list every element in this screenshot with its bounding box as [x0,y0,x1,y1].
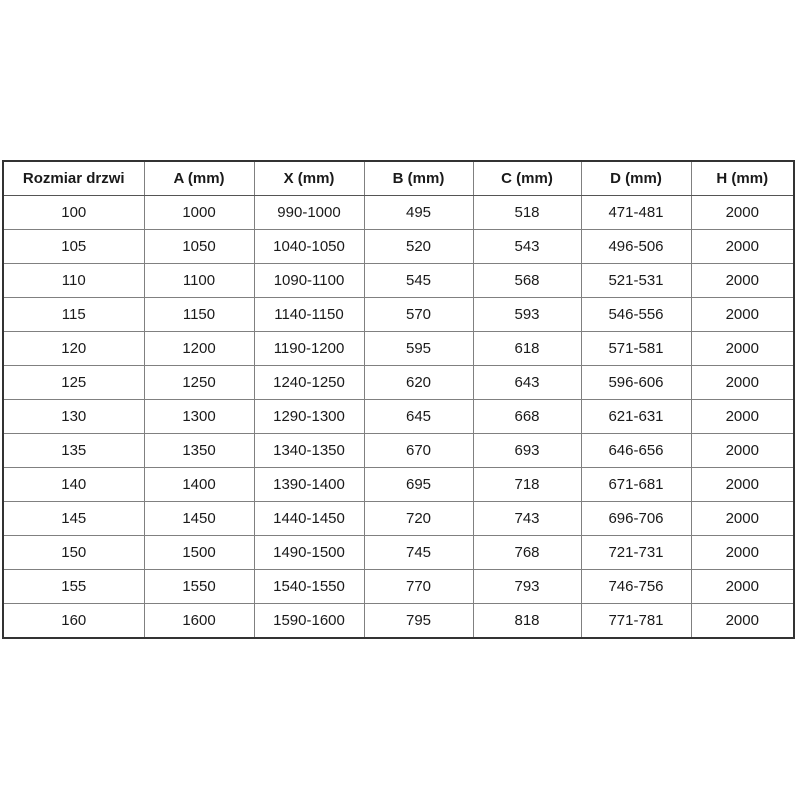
table-cell: 1190-1200 [254,332,364,366]
table-cell: 1500 [144,536,254,570]
table-cell: 571-581 [581,332,691,366]
table-row [3,298,794,332]
table-cell: 471-481 [581,196,691,230]
table-cell: 2000 [691,196,794,230]
table-cell: 1400 [144,468,254,502]
table-cell: 596-606 [581,366,691,400]
column-header-x-mm: X (mm) [254,161,364,196]
table-cell: 1350 [144,434,254,468]
table-row [3,332,794,366]
table-cell: 1390-1400 [254,468,364,502]
table-cell: 818 [473,604,581,639]
table-cell: 495 [364,196,473,230]
table-cell: 160 [3,604,144,639]
table-row [3,468,794,502]
table-cell: 125 [3,366,144,400]
table-cell: 1490-1500 [254,536,364,570]
table-cell: 2000 [691,468,794,502]
table-cell: 1200 [144,332,254,366]
table-row [3,604,794,639]
table-cell: 2000 [691,230,794,264]
table-cell: 668 [473,400,581,434]
table-cell: 2000 [691,536,794,570]
table-cell: 1050 [144,230,254,264]
table-cell: 746-756 [581,570,691,604]
table-cell: 720 [364,502,473,536]
table-cell: 1240-1250 [254,366,364,400]
table-cell: 570 [364,298,473,332]
table-cell: 1250 [144,366,254,400]
column-header-rozmiar-drzwi: Rozmiar drzwi [3,161,144,196]
table-cell: 2000 [691,604,794,639]
table-cell: 1450 [144,502,254,536]
table-cell: 1600 [144,604,254,639]
table-cell: 1150 [144,298,254,332]
table-cell: 768 [473,536,581,570]
table-cell: 771-781 [581,604,691,639]
table-cell: 1140-1150 [254,298,364,332]
table-cell: 645 [364,400,473,434]
table-cell: 2000 [691,400,794,434]
column-header-c-mm: C (mm) [473,161,581,196]
table-cell: 1550 [144,570,254,604]
table-cell: 520 [364,230,473,264]
table-cell: 1590-1600 [254,604,364,639]
table-cell: 1090-1100 [254,264,364,298]
table-cell: 2000 [691,502,794,536]
door-size-table [2,160,795,639]
table-cell: 670 [364,434,473,468]
table-header [3,161,794,196]
table-cell: 145 [3,502,144,536]
table-cell: 618 [473,332,581,366]
table-cell: 150 [3,536,144,570]
table-cell: 543 [473,230,581,264]
table-cell: 521-531 [581,264,691,298]
table-cell: 990-1000 [254,196,364,230]
table-cell: 2000 [691,298,794,332]
table-cell: 696-706 [581,502,691,536]
table-row [3,536,794,570]
table-cell: 718 [473,468,581,502]
table-body [3,196,794,639]
table-cell: 1290-1300 [254,400,364,434]
table-row [3,434,794,468]
table-cell: 793 [473,570,581,604]
table-row [3,196,794,230]
table-row [3,502,794,536]
table-cell: 2000 [691,434,794,468]
table-cell: 110 [3,264,144,298]
table-row [3,366,794,400]
table-cell: 120 [3,332,144,366]
table-cell: 105 [3,230,144,264]
table-cell: 620 [364,366,473,400]
column-header-a-mm: A (mm) [144,161,254,196]
table-cell: 1540-1550 [254,570,364,604]
table-cell: 621-631 [581,400,691,434]
table-cell: 518 [473,196,581,230]
table-cell: 100 [3,196,144,230]
table-cell: 595 [364,332,473,366]
header-row [3,161,794,196]
table-cell: 743 [473,502,581,536]
table-cell: 643 [473,366,581,400]
table-cell: 2000 [691,570,794,604]
table-cell: 135 [3,434,144,468]
table-row [3,264,794,298]
column-header-d-mm: D (mm) [581,161,691,196]
table-cell: 671-681 [581,468,691,502]
table-row [3,400,794,434]
table-cell: 140 [3,468,144,502]
table-cell: 2000 [691,264,794,298]
table-cell: 546-556 [581,298,691,332]
table-cell: 1040-1050 [254,230,364,264]
table-cell: 745 [364,536,473,570]
table-cell: 1000 [144,196,254,230]
column-header-h-mm: H (mm) [691,161,794,196]
table-cell: 2000 [691,332,794,366]
table-cell: 155 [3,570,144,604]
table-cell: 646-656 [581,434,691,468]
table-cell: 795 [364,604,473,639]
table-cell: 568 [473,264,581,298]
table-cell: 115 [3,298,144,332]
column-header-b-mm: B (mm) [364,161,473,196]
table-cell: 1100 [144,264,254,298]
table-cell: 2000 [691,366,794,400]
table-cell: 770 [364,570,473,604]
table-cell: 695 [364,468,473,502]
table-cell: 1440-1450 [254,502,364,536]
table-cell: 545 [364,264,473,298]
table-cell: 496-506 [581,230,691,264]
table-cell: 593 [473,298,581,332]
table-row [3,230,794,264]
table-row [3,570,794,604]
table-cell: 721-731 [581,536,691,570]
table-cell: 130 [3,400,144,434]
table-cell: 1340-1350 [254,434,364,468]
table-cell: 1300 [144,400,254,434]
table-cell: 693 [473,434,581,468]
